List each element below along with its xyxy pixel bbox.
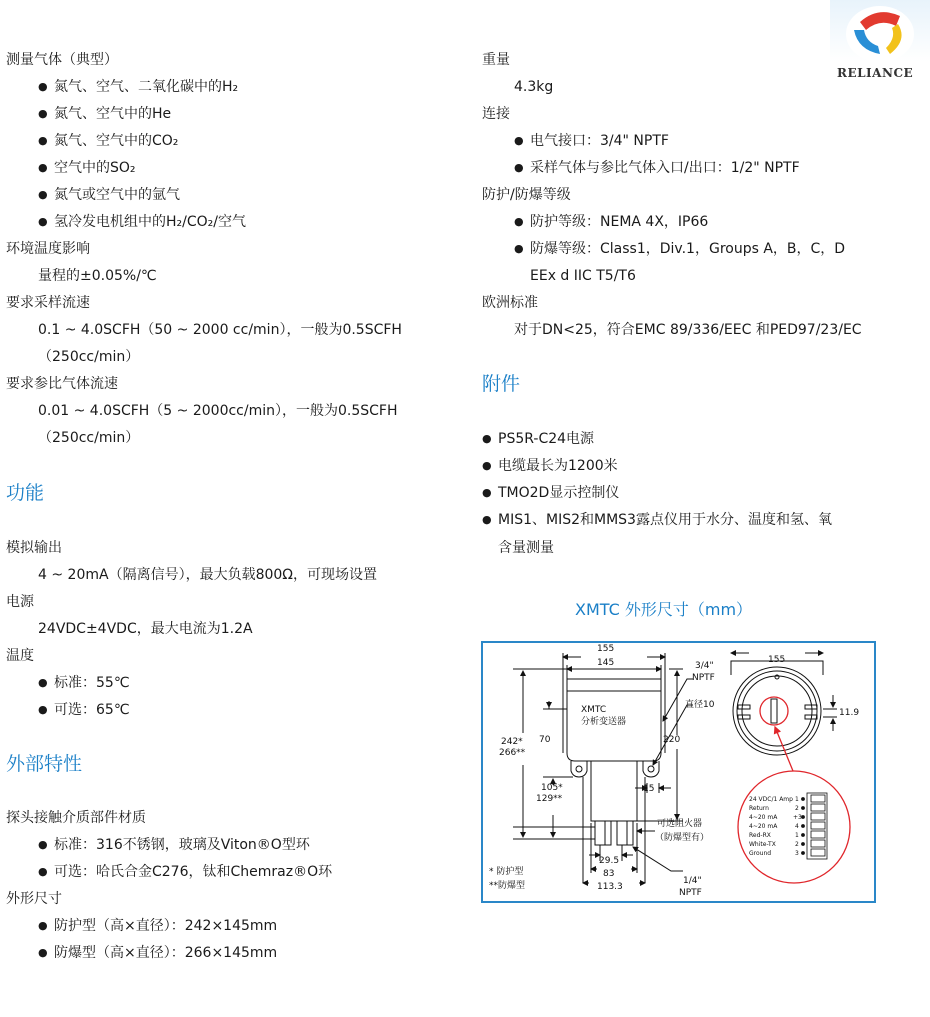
rating-item-cont: EEx d IIC T5/T6 xyxy=(530,268,636,284)
terminal-label: Return xyxy=(749,805,769,812)
terminal-pin: +3 xyxy=(793,814,802,821)
temperature-label: 温度 xyxy=(6,648,34,664)
dimensions-label: 外形尺寸 xyxy=(6,891,62,907)
connection-label: 连接 xyxy=(482,106,510,122)
material-item: ● 可选：哈氏合金C276，钛和Chemraz®O环 xyxy=(38,862,332,882)
dim-width-outer: 155 xyxy=(597,644,615,654)
terminal-label: White-TX xyxy=(749,841,776,848)
terminal-pin: 3 xyxy=(795,850,799,857)
gas-item: ● 氮气、空气中的CO₂ xyxy=(38,131,178,151)
device-name: XMTC xyxy=(581,705,607,715)
logo-emblem-icon xyxy=(830,0,930,66)
sample-flow-value: 0.1 ~ 4.0SCFH（50 ~ 2000 cc/min），一般为0.5SCFH xyxy=(38,322,402,338)
gas-item: ● 空气中的SO₂ xyxy=(38,158,136,178)
eu-standard-value: 对于DN<25，符合EMC 89/336/EEC 和PED97/23/EC xyxy=(514,322,862,338)
gases-label: 测量气体（典型） xyxy=(6,52,118,68)
weight-value: 4.3kg xyxy=(514,79,554,95)
flame-arrestor-note: （防爆型有） xyxy=(655,833,710,843)
gas-item: ● 氮气或空气中的氩气 xyxy=(38,185,180,205)
sample-flow-label: 要求采样流速 xyxy=(6,295,90,311)
accessory-item: ● 电缆最长为1200米 xyxy=(482,456,618,476)
ambient-value: 量程的±0.05%/℃ xyxy=(38,268,157,284)
dimension-diagram xyxy=(481,641,876,903)
sample-flow-value-cont: （250cc/min） xyxy=(38,349,140,365)
terminal-label: 24 VDC/1 Amp xyxy=(749,796,793,803)
dim-129: 129** xyxy=(536,794,563,804)
gas-item: ● 氮气、空气中的He xyxy=(38,104,171,124)
conduit-label-2: NPTF xyxy=(692,673,715,683)
port-label-2: NPTF xyxy=(679,888,702,898)
temperature-item: ● 可选：65℃ xyxy=(38,700,130,720)
note-protect: * 防护型 xyxy=(489,867,524,877)
terminal-pin: 2 xyxy=(795,805,799,812)
terminal-label: Red-RX xyxy=(749,832,771,839)
external-section-title: 外部特性 xyxy=(6,753,83,775)
rating-item: ● 防爆等级：Class1，Div.1，Groups A，B，C，D xyxy=(514,239,845,259)
terminal-pin: 1 xyxy=(795,796,799,803)
ambient-label: 环境温度影响 xyxy=(6,241,90,257)
diagram-title: XMTC 外形尺寸（mm） xyxy=(575,600,753,619)
accessory-item: ● MIS1、MIS2和MMS3露点仪用于水分、温度和氢、氧 xyxy=(482,510,832,530)
analog-output-label: 模拟输出 xyxy=(6,540,62,556)
rating-item: ● 防护等级：NEMA 4X，IP66 xyxy=(514,212,708,232)
eu-standard-label: 欧洲标准 xyxy=(482,295,538,311)
hole-diameter-label: 直径10 xyxy=(685,700,715,710)
accessory-item-cont: 含量测量 xyxy=(498,540,554,556)
dimensions-item: ● 防护型（高×直径）：242×145mm xyxy=(38,916,277,936)
accessory-item: ● PS5R-C24电源 xyxy=(482,429,594,449)
connection-item: ● 采样气体与参比气体入口/出口：1/2" NPTF xyxy=(514,158,800,178)
dimension-drawing-icon xyxy=(483,643,874,901)
reliance-logo xyxy=(830,0,930,88)
dim-15: 15 xyxy=(643,784,655,794)
temperature-item: ● 标准：55℃ xyxy=(38,673,130,693)
power-label: 电源 xyxy=(6,594,34,610)
dim-29-5: 29.5 xyxy=(599,856,620,866)
ref-flow-label: 要求参比气体流速 xyxy=(6,376,118,392)
gas-item: ● 氮气、空气、二氧化碳中的H₂ xyxy=(38,77,238,97)
note-explosion: **防爆型 xyxy=(489,881,526,891)
terminal-label: Ground xyxy=(749,850,772,857)
accessories-section-title: 附件 xyxy=(482,373,521,395)
function-section-title: 功能 xyxy=(6,482,45,504)
ref-flow-value: 0.01 ~ 4.0SCFH（5 ~ 2000cc/min），一般为0.5SCFH xyxy=(38,403,398,419)
material-label: 探头接触介质部件材质 xyxy=(6,810,146,826)
analog-output-value: 4 ~ 20mA（隔离信号），最大负载800Ω，可现场设置 xyxy=(38,567,377,583)
dim-top-width: 155 xyxy=(768,655,786,665)
weight-label: 重量 xyxy=(482,52,510,68)
dim-70: 70 xyxy=(539,735,551,745)
power-value: 24VDC±4VDC，最大电流为1.2A xyxy=(38,621,253,637)
logo-text: RELIANCE xyxy=(837,66,914,80)
connection-item: ● 电气接口：3/4" NPTF xyxy=(514,131,669,151)
dim-83: 83 xyxy=(603,869,615,879)
dim-slot: 11.9 xyxy=(839,708,860,718)
dim-height-protect: 242* xyxy=(501,737,523,747)
dim-105: 105* xyxy=(541,783,563,793)
ref-flow-value-cont: （250cc/min） xyxy=(38,430,140,446)
dim-113-3: 113.3 xyxy=(597,882,623,892)
rating-label: 防护/防爆等级 xyxy=(482,187,571,203)
dim-height-explosion: 266** xyxy=(499,748,526,758)
dimensions-item: ● 防爆型（高×直径）：266×145mm xyxy=(38,943,277,963)
port-label: 1/4" xyxy=(683,876,702,886)
terminal-pin: 4 xyxy=(795,823,799,830)
material-item: ● 标准：316不锈钢，玻璃及Viton®O型环 xyxy=(38,835,310,855)
dim-220: 220 xyxy=(663,735,681,745)
terminal-label: 4~20 mA xyxy=(749,814,778,821)
terminal-label: 4~20 mA xyxy=(749,823,778,830)
flame-arrestor-label: 可选阻火器 xyxy=(657,819,703,829)
device-name-cn: 分析变送器 xyxy=(581,717,627,727)
gas-item: ● 氢冷发电机组中的H₂/CO₂/空气 xyxy=(38,212,246,232)
terminal-pin: 2 xyxy=(795,841,799,848)
conduit-label: 3/4" xyxy=(695,661,714,671)
accessory-item: ● TMO2D显示控制仪 xyxy=(482,483,619,503)
terminal-pin: 1 xyxy=(795,832,799,839)
dim-width-inner: 145 xyxy=(597,658,615,668)
